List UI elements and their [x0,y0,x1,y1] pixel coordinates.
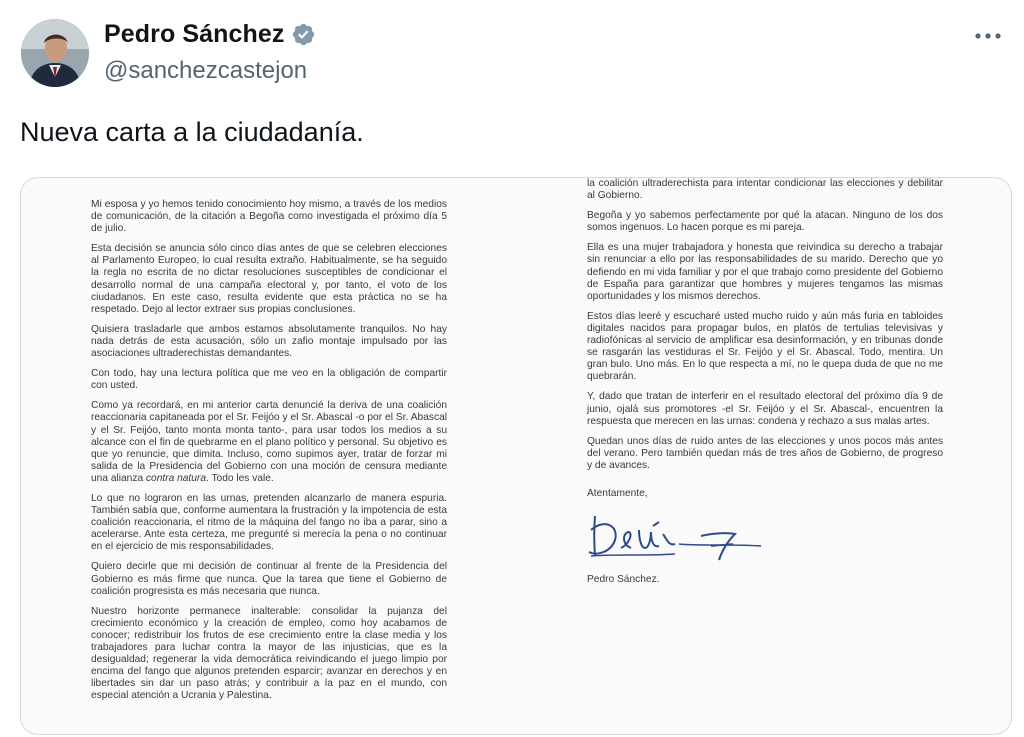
letter-paragraph: Con todo, hay una lectura política que me veo en la obligación de compartir con usted. [91,368,447,392]
author-name[interactable]: Pedro Sánchez [104,20,285,48]
avatar-photo [21,19,89,87]
letter-paragraph: Esta decisión se anuncia sólo cinco días antes de que se celebren elecciones al Parlamento Europeo, lo cual resulta extraño. Habitualmente, se ha seguido la regla no escrita de no dictar resoluciones susceptibles de condicionar el desarrollo normal de una campaña electoral y, por tanto, el voto de los ciudadanos. En este caso, resulta evidente que esta práctica no se ha respetado. Dejo al lector extraer sus propias conclusiones. [91,243,447,315]
more-options-icon [974,32,1002,40]
letter-paragraph: Mi esposa y yo hemos tenido conocimiento hoy mismo, a través de los medios de comunicación, de la citación a Begoña como investigada el próximo día 5 de julio. [91,199,447,235]
letter-left-column [91,199,447,710]
handwritten-signature [585,504,775,568]
tweet-text: Nueva carta a la ciudadanía. [20,117,364,147]
letter-italic-text: contra natura [145,472,206,484]
author-name-row [104,20,316,49]
letter-paragraph: Lo que no lograron en las urnas, pretenden alcanzarlo de manera espuria. También sabía que, conforme aumentara la frustración y la impotencia de esta coalición reaccionaria, el ritmo de la máquina del fango no iba a parar, sino a acelerarse. Ante esta certeza, me pregunté si merecía la pena o no continuar en el ejercicio de mis responsabilidades. [91,492,447,553]
letter-paragraph: Quedan unos días de ruido antes de las elecciones y unos pocos más antes del verano. Pero también quedan más de tres años de Gobierno, de progreso y de avances. [587,435,943,471]
signature-name: Pedro Sánchez. [587,574,660,586]
more-options-button[interactable] [968,22,1008,50]
letter-text: . Todo les vale. [205,472,274,484]
letter-paragraph: Begoña y yo sabemos perfectamente por qué la atacan. Ninguno de los dos somos ingenuos. Lo hacen porque es mi pareja. [587,210,943,234]
letter-closing: Atentamente, [587,487,648,499]
letter-right-column [587,178,943,586]
letter-paragraph: Quiero decirle que mi decisión de continuar al frente de la Presidencia del Gobierno es más firme que nunca. Que la tarea que tiene el Gobierno de coalición progresista es más necesaria que nunca. [91,561,447,597]
letter-paragraph [91,400,447,485]
letter-text: Como ya recordará, en mi anterior carta denuncié la deriva de una coalición reaccionaria capitaneada por el Sr. Feijóo y el Sr. Abascal -o por el Sr. Abascal y el Sr. Feijóo, tanto monta monta tanto-, para usar todos los medios a su alcance con el fin de quebrarme en el plano político y personal. Su objetivo es que yo renuncie, que dimita. Incluso, como supimos ayer, tratar de forzar mi salida de la Presidencia del Gobierno con una moción de censura mediante una alianza [91,400,447,484]
letter-image[interactable] [20,177,1012,735]
letter-paragraph: Quisiera trasladarle que ambos estamos absolutamente tranquilos. No hay nada detrás de esta acusación, sólo un zafio montaje impulsado por las asociaciones ultraderechistas demandantes. [91,323,447,360]
letter-paragraph: Estos días leeré y escucharé usted mucho ruido y aún más furia en tabloides digitales nacidos para propagar bulos, en platós de tertulias televisivas y radiofónicas al servicio de amplificar esa desinformación, y en tribunas donde se rasgarán las vestiduras el Sr. Feijóo y el Sr. Abascal. Todo, mentira. Un gran bulo. Uno más. En lo que respecta a mí, no le quepa duda de que no me quebrarán. [587,310,943,383]
verified-badge-icon[interactable] [291,22,316,47]
letter-paragraph: la coalición ultraderechista para intentar condicionar las elecciones y debilitar al Gobierno. [587,178,943,202]
letter-paragraph: Ella es una mujer trabajadora y honesta que reivindica su derecho a trabajar sin renunciar a ello por las responsabilidades de su marido. Derecho que yo defiendo en mi vida familiar y por el que trabajo como presidente del Gobierno de España para garantizar que hombres y mujeres tengamos las mismas oportunidades y los mismos derechos. [587,242,943,302]
letter-paragraph: Nuestro horizonte permanece inalterable: consolidar la pujanza del crecimiento económico y la creación de empleo, como hoy acabamos de conocer; redistribuir los frutos de ese crecimiento entre la clase media y los trabajadores para luchar contra la mayor de las injusticias, que es la desigualdad; regenerar la vida democrática reivindicando el juego limpio por encima del fango que algunos pretenden esparcir; avanzar en derechos y en libertades sin dar un paso atrás; y contribuir a la paz en el mundo, con especial atención a Ucrania y Palestina. [91,605,447,702]
avatar[interactable] [21,19,89,87]
letter-paragraph: Y, dado que tratan de interferir en el resultado electoral del próximo día 9 de junio, ojalá sus promotores -el Sr. Feijóo y el Sr. Abascal-, encuentren la respuesta que merecen en las urnas: condena y rechazo a sus malas artes. [587,391,943,427]
author-handle[interactable]: @sanchezcastejon [104,57,308,84]
